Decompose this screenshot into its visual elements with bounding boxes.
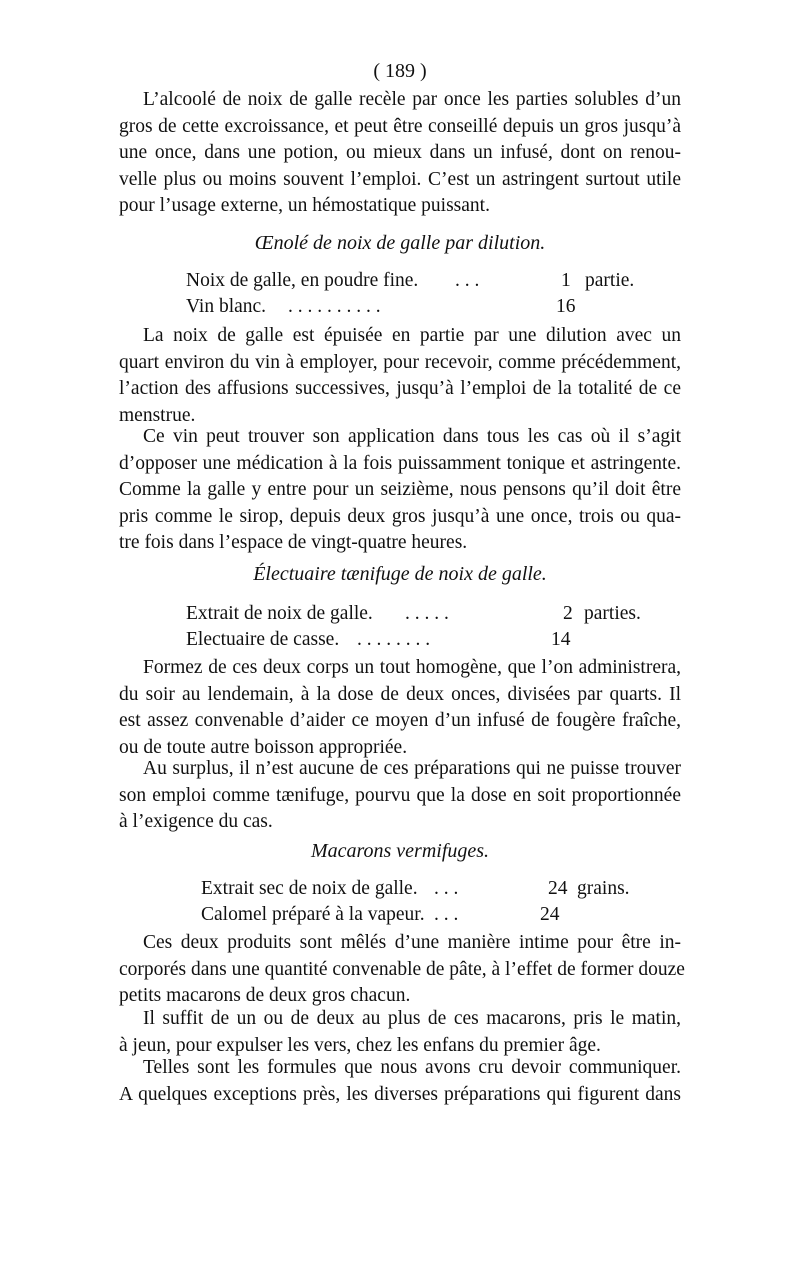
ingredient-quantity: 24: [548, 878, 568, 899]
text-line: gros de cette excroissance, et peut être conseillé depuis un gros jusqu’à: [119, 115, 681, 137]
ingredient-quantity: 24: [540, 904, 560, 925]
text-line: Ces deux produits sont mêlés d’une manière intime pour être in-: [143, 932, 681, 953]
paragraph-surplus: [119, 756, 681, 836]
text-line: est assez convenable d’aider ce moyen d’un infusé de fougère fraîche,: [119, 710, 681, 732]
heading-oenole: Œnolé de noix de galle par dilution.: [254, 232, 546, 254]
paragraph-suffit: [119, 1006, 681, 1059]
dot-leader: . . .: [434, 904, 459, 925]
text-line: l’action des affusions successives, jusqu’à l’emploi de la totalité de ce: [119, 378, 681, 400]
dot-leader: . . . . .: [405, 603, 449, 624]
paragraph-noix-epuisee: [119, 323, 681, 429]
text-line: d’opposer une médication à la fois puissamment tonique et astringente.: [119, 452, 681, 474]
text-line: à l’exigence du cas.: [119, 811, 273, 833]
dot-leader: . . . . . . . . . .: [288, 296, 381, 317]
text-line: petits macarons de deux gros chacun.: [119, 985, 411, 1007]
paragraph-formez: [119, 655, 681, 761]
text-line: tre fois dans l’espace de vingt-quatre heures.: [119, 532, 468, 554]
text-line: velle plus ou moins souvent l’emploi. C’est un astringent surtout utile: [119, 168, 681, 190]
ingredient-quantity: 1: [561, 270, 571, 291]
text-line: du soir au lendemain, à la dose de deux onces, divisées par quarts. Il: [119, 683, 681, 705]
ingredient-name: Extrait de noix de galle.: [186, 603, 373, 624]
text-line: L’alcoolé de noix de galle recèle par once les parties solubles d’un: [143, 89, 681, 110]
text-line: menstrue.: [119, 404, 196, 426]
paragraph-alcoole: [119, 87, 681, 220]
ingredient-quantity: 14: [551, 629, 571, 650]
heading-electuaire: Électuaire tænifuge de noix de galle.: [253, 563, 547, 585]
text-line: une once, dans une potion, ou mieux dans un infusé, dont on renou-: [119, 142, 681, 164]
ingredient-name: Extrait sec de noix de galle.: [201, 878, 418, 899]
text-line: pris comme le sirop, depuis deux gros jusqu’à une once, trois ou qua-: [119, 505, 681, 527]
ingredient-name: Noix de galle, en poudre fine.: [186, 270, 419, 291]
paragraph-vin: [119, 424, 681, 557]
text-line: Il suffit de un ou de deux au plus de ces macarons, pris le matin,: [143, 1008, 681, 1029]
text-line: corporés dans une quantité convenable de pâte, à l’effet de former douze: [119, 958, 685, 980]
text-line: pour l’usage externe, un hémostatique puissant.: [119, 195, 490, 217]
ingredient-name: Vin blanc.: [186, 296, 267, 317]
ingredient-unit: partie.: [585, 270, 635, 291]
text-line: Au surplus, il n’est aucune de ces préparations qui ne puisse trouver: [143, 758, 681, 779]
ingredient-name: Electuaire de casse.: [186, 629, 340, 650]
page-number: ( 189 ): [373, 60, 427, 82]
text-line: Telles sont les formules que nous avons cru devoir communiquer.: [143, 1057, 681, 1078]
ingredient-quantity: 2: [563, 603, 573, 624]
paragraph-formules: [119, 1055, 681, 1108]
ingredient-name: Calomel préparé à la vapeur.: [201, 904, 425, 925]
ingredient-quantity: 16: [556, 296, 576, 317]
text-line: Formez de ces deux corps un tout homogène, que l’on administrera,: [143, 657, 681, 678]
text-line: à jeun, pour expulser les vers, chez les enfans du premier âge.: [119, 1034, 601, 1056]
heading-macarons: Macarons vermifuges.: [310, 840, 490, 862]
text-line: son emploi comme tænifuge, pourvu que la dose en soit proportionnée: [119, 784, 681, 806]
dot-leader: . . .: [455, 270, 480, 291]
text-line: A quelques exceptions près, les diverses préparations qui figurent dans: [119, 1083, 681, 1105]
text-line: Ce vin peut trouver son application dans tous les cas où il s’agit: [143, 426, 681, 447]
ingredient-unit: parties.: [584, 603, 641, 624]
text-line: quart environ du vin à employer, pour recevoir, comme précédemment,: [119, 351, 681, 373]
ingredient-unit: grains.: [577, 878, 630, 899]
dot-leader: . . .: [434, 878, 459, 899]
dot-leader: . . . . . . . .: [357, 629, 431, 650]
paragraph-produits: [119, 930, 685, 1010]
text-line: ou de toute autre boisson appropriée.: [119, 736, 408, 758]
text-line: Comme la galle y entre pour un seizième, nous pensons qu’il doit être: [119, 479, 681, 501]
text-line: La noix de galle est épuisée en partie par une dilution avec un: [143, 325, 681, 346]
